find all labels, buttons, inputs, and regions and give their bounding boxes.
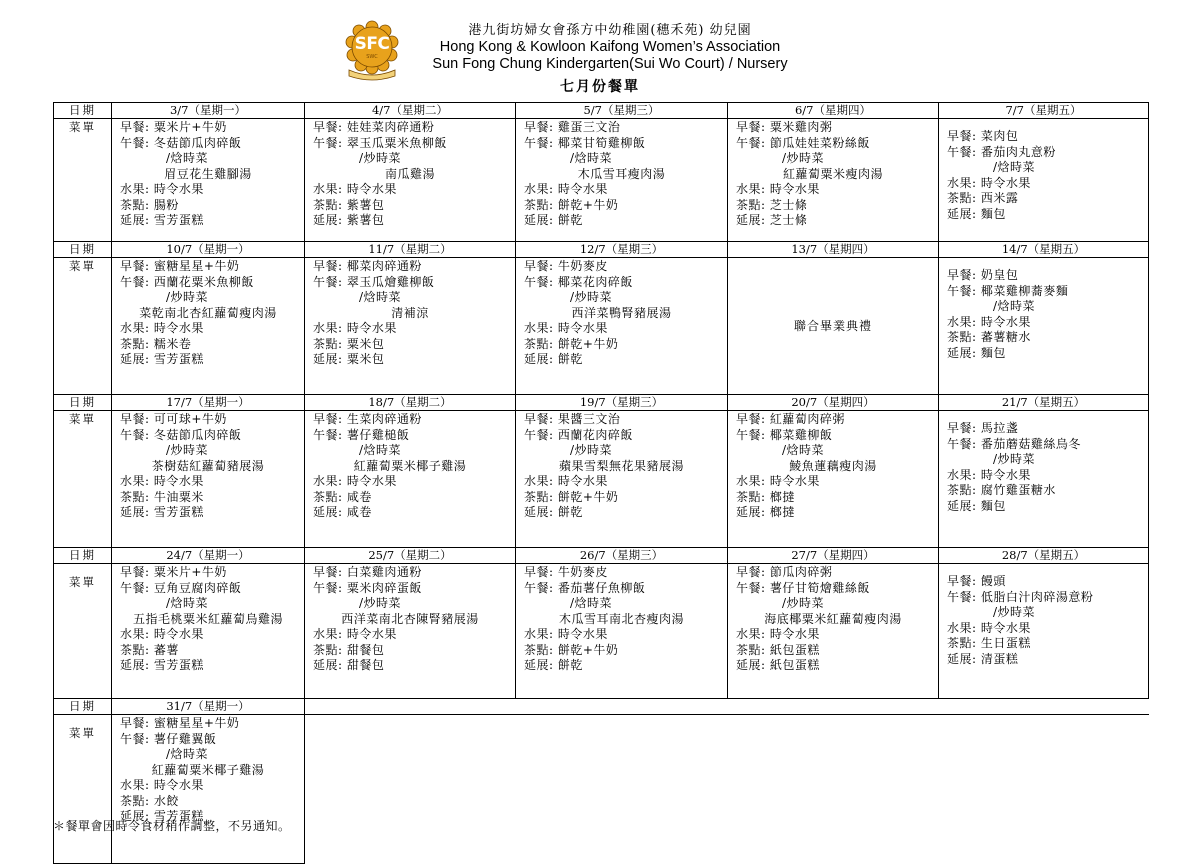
meal-item: 水果: 時令水果 [524,627,608,641]
meal-item: 早餐: 粟米片+牛奶 [120,120,227,134]
day-menu [112,715,304,825]
meal-item: 早餐: 粟米片+牛奶 [120,565,227,579]
empty-cell [516,715,728,864]
meal-item: 午餐: 翠玉瓜燴雞柳飯 [313,274,435,289]
soup-item: 木瓜雪耳瘦肉湯 [577,166,666,181]
meal-item: 水果: 時令水果 [313,627,397,641]
side-dish: /炒時菜 [782,151,825,165]
side-dish: /焓時菜 [359,443,402,457]
date-label: 日期 [54,242,112,258]
meal-item: 延展: 甜餐包 [313,658,385,672]
side-dish: /炒時菜 [570,290,613,304]
meal-item: 延展: 餅乾 [524,505,583,519]
meal-item: 午餐: 西蘭花粟米魚柳飯 [120,274,254,289]
menu-row [54,564,1149,699]
meal-item: 午餐: 粟米肉碎蛋飯 [313,580,422,595]
side-dish: /炒時菜 [993,605,1036,619]
day-menu-cell [305,411,516,548]
school-name-chinese: 港九街坊婦女會孫方中幼稚園(穗禾苑) 幼兒園 [468,23,752,38]
meal-item: 延展: 榔撻 [736,505,795,519]
day-menu-cell [516,119,728,242]
day-menu [305,119,515,229]
meal-item: 午餐: 椰菜雞柳蕎麥麵 [947,283,1069,298]
date-cell: 5/7（星期三） [516,103,728,119]
day-menu-cell [728,119,939,242]
meal-item: 午餐: 椰菜雞柳飯 [736,427,833,442]
side-dish: /炒時菜 [782,596,825,610]
menu-row [54,119,1149,242]
day-menu-cell [728,411,939,548]
soup-item: 清補涼 [391,305,429,320]
day-menu [516,258,727,368]
soup-item: 紅蘿蔔粟米椰子雞湯 [151,762,265,777]
day-menu [516,411,727,521]
soup-item: 木瓜雪耳南北杏瘦肉湯 [558,611,684,626]
menu-row [54,258,1149,395]
date-row [54,242,1149,258]
side-dish: /焓時菜 [166,596,209,610]
meal-item: 延展: 餅乾 [524,213,583,227]
date-cell: 4/7（星期二） [305,103,516,119]
date-row [54,103,1149,119]
day-menu-cell [516,411,728,548]
meal-item: 水果: 時令水果 [120,321,204,335]
date-cell: 19/7（星期三） [516,395,728,411]
meal-item: 水果: 時令水果 [947,620,1031,635]
meal-item: 水果: 時令水果 [313,474,397,488]
meal-item: 茶點: 蕃薯糖水 [947,330,1031,344]
soup-item: 五指毛桃粟米紅蘿蔔烏雞湯 [132,611,283,626]
meal-item: 午餐: 椰菜甘筍雞柳飯 [524,135,646,150]
meal-item: 延展: 餅乾 [524,658,583,672]
meal-item: 水果: 時令水果 [120,627,204,641]
meal-item: 水果: 時令水果 [524,321,608,335]
meal-item: 午餐: 椰菜花肉碎飯 [524,274,633,289]
meal-item: 茶點: 芝士條 [736,197,808,212]
soup-item: 西洋菜鴨腎豬展湯 [571,305,672,320]
meal-item: 延展: 餅乾 [524,352,583,366]
date-cell: 20/7（星期四） [728,395,939,411]
meal-item: 午餐: 翠玉瓜粟米魚柳飯 [313,135,447,150]
meal-item: 早餐: 蜜糖星星+牛奶 [120,716,240,730]
day-menu [305,564,515,674]
meal-item: 午餐: 番茄蘑菇雞絲烏冬 [947,436,1081,451]
date-cell: 24/7（星期一） [112,548,305,564]
meal-item: 早餐: 雞蛋三文治 [524,120,621,134]
monthly-menu-table [53,102,1149,864]
day-menu [939,564,1148,667]
meal-item: 茶點: 榔撻 [736,489,795,504]
empty-cell [516,699,728,715]
logo-subtext: SWC [366,54,378,60]
day-menu-cell [516,258,728,395]
date-cell: 11/7（星期二） [305,242,516,258]
meal-item: 早餐: 蜜糖星星+牛奶 [120,259,240,273]
empty-cell [305,699,516,715]
menu-row [54,715,1149,864]
side-dish: /炒時菜 [993,452,1036,466]
day-menu-cell [939,411,1149,548]
meal-item: 延展: 雪芳蛋糕 [120,658,204,672]
meal-item: 早餐: 娃娃菜肉碎通粉 [313,120,435,134]
day-menu [516,119,727,229]
empty-cell [728,715,939,864]
day-menu-cell [305,258,516,395]
meal-item: 早餐: 可可球+牛奶 [120,412,227,426]
meal-item: 延展: 麵包 [947,206,1006,221]
side-dish: /炒時菜 [359,596,402,610]
day-menu [728,258,938,394]
meal-item: 早餐: 粟米雞肉粥 [736,120,833,134]
day-menu [112,119,304,229]
date-row [54,395,1149,411]
empty-cell [728,699,939,715]
day-menu [112,258,304,368]
school-name-block [400,22,820,73]
day-menu [728,119,938,229]
meal-item: 午餐: 西蘭花肉碎飯 [524,427,633,442]
meal-item: 茶點: 西米露 [947,191,1019,205]
meal-item: 茶點: 水餃 [120,793,179,808]
meal-item: 早餐: 節瓜肉碎粥 [736,565,833,579]
date-cell: 27/7（星期四） [728,548,939,564]
side-dish: /焓時菜 [570,151,613,165]
side-dish: /焓時菜 [782,443,825,457]
meal-item: 茶點: 紫薯包 [313,197,385,212]
empty-cell [305,715,516,864]
meal-item: 早餐: 白菜雞肉通粉 [313,565,422,579]
school-logo [345,20,399,82]
logo-text: SFC [354,34,390,54]
day-menu-cell [112,715,305,864]
date-label: 日期 [54,548,112,564]
meal-item: 午餐: 番茄薯仔魚柳飯 [524,580,646,595]
soup-item: 眉豆花生雞腳湯 [164,166,252,181]
side-dish: /焓時菜 [166,151,209,165]
meal-item: 延展: 雪芳蛋糕 [120,809,204,823]
meal-item: 水果: 時令水果 [120,182,204,196]
meal-item: 延展: 咸卷 [313,505,372,519]
association-name-english: Hong Kong & Kowloon Kaifong Women’s Association [439,39,781,55]
meal-item: 午餐: 番茄肉丸意粉 [947,144,1056,159]
meal-item: 延展: 粟米包 [313,352,385,366]
day-menu [728,411,938,521]
day-menu [112,411,304,521]
date-cell: 13/7（星期四） [728,242,939,258]
menu-label: 菜單 [54,715,112,864]
date-cell: 12/7（星期三） [516,242,728,258]
date-cell: 6/7（星期四） [728,103,939,119]
date-cell: 25/7（星期二） [305,548,516,564]
meal-item: 早餐: 菜肉包 [947,129,1019,143]
meal-item: 早餐: 饅頭 [947,574,1006,588]
meal-item: 茶點: 糯米卷 [120,336,192,351]
side-dish: /焓時菜 [993,299,1036,313]
meal-item: 水果: 時令水果 [524,182,608,196]
school-name-english: Sun Fong Chung Kindergarten(Sui Wo Court) / Nursery [432,56,788,72]
date-cell: 17/7（星期一） [112,395,305,411]
empty-cell [939,715,1149,864]
meal-item: 茶點: 牛油粟米 [120,489,204,504]
side-dish: /焓時菜 [166,747,209,761]
meal-item: 茶點: 腐竹雞蛋糖水 [947,483,1056,497]
meal-item: 早餐: 果醬三文治 [524,412,621,426]
meal-item: 水果: 時令水果 [736,474,820,488]
soup-item: 菜乾南北杏紅蘿蔔瘦肉湯 [139,305,277,320]
meal-item: 水果: 時令水果 [736,627,820,641]
date-label: 日期 [54,699,112,715]
menu-label: 菜單 [54,411,112,548]
meal-item: 早餐: 馬拉盞 [947,421,1019,435]
meal-item: 水果: 時令水果 [524,474,608,488]
side-dish: /炒時菜 [570,443,613,457]
meal-item: 午餐: 低脂白汁肉碎湯意粉 [947,589,1094,604]
meal-item: 茶點: 餅乾+牛奶 [524,489,619,504]
meal-item: 茶點: 腸粉 [120,197,179,212]
day-menu-cell [728,564,939,699]
meal-item: 水果: 時令水果 [947,175,1031,190]
meal-item: 早餐: 牛奶麥皮 [524,565,608,579]
footnote: ＊餐單會因時令食材稍作調整，不另通知。 [53,819,291,833]
meal-item: 延展: 雪芳蛋糕 [120,352,204,366]
meal-item: 水果: 時令水果 [947,314,1031,329]
meal-item: 延展: 芝士條 [736,213,808,227]
soup-item: 鯪魚蓮藕瘦肉湯 [789,458,877,473]
date-cell: 21/7（星期五） [939,395,1149,411]
date-cell: 31/7（星期一） [112,699,305,715]
meal-item: 水果: 時令水果 [120,778,204,792]
day-menu [305,258,515,368]
meal-item: 延展: 紫薯包 [313,213,385,227]
date-cell: 28/7（星期五） [939,548,1149,564]
day-menu [305,411,515,521]
soup-item: 紅蘿蔔粟米椰子雞湯 [353,458,467,473]
date-label: 日期 [54,395,112,411]
menu-label: 菜單 [54,564,112,699]
side-dish: /焓時菜 [359,290,402,304]
side-dish: /炒時菜 [359,151,402,165]
day-menu-cell [516,564,728,699]
date-cell: 10/7（星期一） [112,242,305,258]
meal-item: 茶點: 紙包蛋糕 [736,642,820,657]
soup-item: 蘋果雪梨無花果豬展湯 [558,458,684,473]
side-dish: /焓時菜 [570,596,613,610]
meal-item: 延展: 清蛋糕 [947,651,1019,666]
meal-item: 延展: 麵包 [947,498,1006,513]
meal-item: 茶點: 甜餐包 [313,642,385,657]
date-row [54,699,1149,715]
date-label: 日期 [54,103,112,119]
letterhead [0,14,1200,76]
date-cell: 14/7（星期五） [939,242,1149,258]
day-menu [939,119,1148,222]
event-text: 聯合畢業典禮 [793,319,872,333]
meal-item: 午餐: 冬菇節瓜肉碎飯 [120,135,242,150]
side-dish: /炒時菜 [166,290,209,304]
day-menu [516,564,727,674]
side-dish: /炒時菜 [166,443,209,457]
soup-item: 海底椰粟米紅蘿蔔瘦肉湯 [764,611,902,626]
soup-item: 紅蘿蔔粟米瘦肉湯 [782,166,883,181]
meal-item: 午餐: 節瓜娃娃菜粉絲飯 [736,135,870,150]
date-cell: 3/7（星期一） [112,103,305,119]
soup-item: 茶樹菇紅蘿蔔豬展湯 [151,458,265,473]
meal-item: 延展: 雪芳蛋糕 [120,213,204,227]
meal-item: 午餐: 薯仔雞翼飯 [120,731,217,746]
day-menu-cell [112,564,305,699]
meal-item: 茶點: 餅乾+牛奶 [524,336,619,351]
meal-item: 茶點: 蕃薯 [120,642,179,657]
day-menu-cell [112,119,305,242]
day-menu-cell [939,119,1149,242]
soup-item: 南瓜雞湯 [384,166,435,181]
day-menu-cell [939,564,1149,699]
date-cell: 26/7（星期三） [516,548,728,564]
meal-item: 茶點: 餅乾+牛奶 [524,642,619,657]
day-menu-cell [939,258,1149,395]
date-row [54,548,1149,564]
menu-label: 菜單 [54,119,112,242]
meal-item: 午餐: 薯仔甘筍燴雞絲飯 [736,580,870,595]
day-menu-cell [112,411,305,548]
day-menu-cell [112,258,305,395]
meal-item: 延展: 紙包蛋糕 [736,658,820,672]
meal-item: 水果: 時令水果 [120,474,204,488]
day-menu [728,564,938,674]
date-cell: 7/7（星期五） [939,103,1149,119]
meal-item: 早餐: 奶皇包 [947,268,1019,282]
menu-label: 菜單 [54,258,112,395]
menu-row [54,411,1149,548]
meal-item: 延展: 雪芳蛋糕 [120,505,204,519]
meal-item: 茶點: 咸卷 [313,489,372,504]
day-menu-cell [305,564,516,699]
meal-item: 午餐: 豆角豆腐肉碎飯 [120,580,242,595]
empty-cell [939,699,1149,715]
meal-item: 水果: 時令水果 [736,182,820,196]
meal-item: 水果: 時令水果 [947,467,1031,482]
side-dish: /焓時菜 [993,160,1036,174]
day-menu-cell [305,119,516,242]
meal-item: 早餐: 椰菜肉碎通粉 [313,259,422,273]
day-menu-cell [728,258,939,395]
meal-item: 延展: 麵包 [947,345,1006,360]
meal-item: 早餐: 紅蘿蔔肉碎粥 [736,412,845,426]
meal-item: 茶點: 粟米包 [313,336,385,351]
meal-item: 茶點: 生日蛋糕 [947,636,1031,650]
date-cell: 18/7（星期二） [305,395,516,411]
meal-item: 早餐: 牛奶麥皮 [524,259,608,273]
menu-title: 七月份餐單 [560,79,640,95]
day-menu [112,564,304,674]
meal-item: 午餐: 薯仔雞槌飯 [313,427,410,442]
meal-item: 茶點: 餅乾+牛奶 [524,197,619,212]
meal-item: 早餐: 生菜肉碎通粉 [313,412,422,426]
meal-item: 水果: 時令水果 [313,321,397,335]
meal-item: 水果: 時令水果 [313,182,397,196]
day-menu [939,258,1148,361]
soup-item: 西洋菜南北杏陳腎豬展湯 [341,611,479,626]
meal-item: 午餐: 冬菇節瓜肉碎飯 [120,427,242,442]
day-menu [939,411,1148,514]
